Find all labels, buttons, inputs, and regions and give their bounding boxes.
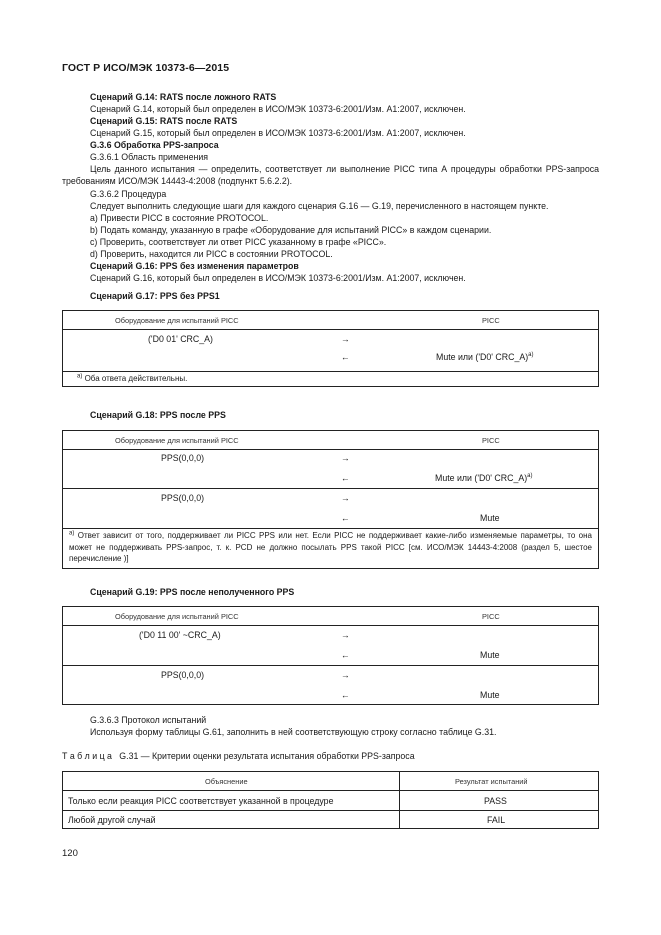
scenario-g15-title: Сценарий G.15: RATS после RATS [90, 116, 238, 126]
section-g36-title: G.3.6 Обработка PPS-запроса [90, 140, 219, 150]
table-cell-explanation: Любой другой случай [68, 815, 156, 825]
footnote-text: Ответ зависит от того, поддерживает ли PICC PPS или нет. Если PICC не поддерживает какие-либо изменяемые параметры, то она может не поддерживать PPS-запрос, т. к. PCD не должно посылать PPS такой PICC [см. ИСО/МЭК 14443-4:2008 (раздел 5, шестое перечисление )] [69, 531, 592, 563]
scenario-g19-table [62, 606, 599, 705]
table-cell-picc: Mute [480, 690, 500, 700]
table-cell-picc [436, 352, 533, 362]
table-cell-picc: Mute [480, 513, 500, 523]
document-header: ГОСТ Р ИСО/МЭК 10373-6—2015 [62, 62, 230, 74]
divider [63, 665, 598, 666]
table-footnote [77, 373, 592, 385]
scenario-g15-text: Сценарий G.15, который был определен в ИСО/МЭК 10373-6:2001/Изм. А1:2007, исключен. [90, 128, 466, 138]
header-divider [63, 790, 598, 791]
scenario-g18-title: Сценарий G.18: PPS после PPS [90, 410, 226, 420]
picc-response-text: Mute или ('D0' CRC_A) [435, 473, 528, 483]
divider [63, 528, 598, 529]
scenario-g16-text: Сценарий G.16, который был определен в ИСО/МЭК 10373-6:2001/Изм. А1:2007, исключен. [90, 273, 466, 283]
col-equipment-header: Оборудование для испытаний PICC [115, 436, 239, 445]
table-header [63, 607, 598, 626]
arrow-left-icon: ← [341, 473, 350, 483]
column-divider [399, 772, 400, 828]
procedure-step-c: c) Проверить, соответствует ли ответ PICC указанному в графе «PICC». [90, 237, 387, 247]
scenario-g14-title: Сценарий G.14: RATS после ложного RATS [90, 92, 277, 102]
page-number: 120 [62, 848, 78, 859]
arrow-left-icon: ← [341, 690, 350, 700]
table-cell-picc: Mute [480, 650, 500, 660]
scenario-g17-table [62, 310, 599, 387]
procedure-step-b: b) Подать команду, указанную в графе «Оборудование для испытаний PICC» в каждом сценарии. [90, 225, 492, 235]
arrow-right-icon: → [341, 670, 350, 680]
report-text: Используя форму таблицы G.61, заполнить в ней соответствующую строку согласно таблице G.31. [90, 727, 497, 737]
scope-paragraph-text: Цель данного испытания — определить, соответствует ли выполнение PICC типа А процедуры обработки PPS-запроса требованиям ИСО/МЭК 14443-4:2008 (подпункт 5.6.2.2). [62, 164, 599, 186]
col-picc-header: PICC [482, 316, 500, 325]
arrow-right-icon: → [341, 630, 350, 640]
col-explanation-header: Объяснение [205, 777, 248, 786]
col-equipment-header: Оборудование для испытаний PICC [115, 612, 239, 621]
footnote-mark: a) [528, 352, 534, 359]
scenario-g14-text: Сценарий G.14, который был определен в ИСО/МЭК 10373-6:2001/Изм. А1:2007, исключен. [90, 104, 466, 114]
row-divider [63, 810, 598, 811]
caption-prefix: Т а б л и ц а G.31 [62, 751, 139, 761]
footnote-mark: a) [77, 373, 83, 380]
table-header [63, 311, 598, 330]
table-cell-equipment: PPS(0,0,0) [161, 670, 205, 680]
footnote-mark: a) [69, 530, 75, 537]
arrow-right-icon: → [341, 453, 350, 463]
table-cell-result: PASS [484, 796, 507, 806]
divider [63, 371, 598, 372]
col-result-header: Результат испытаний [455, 777, 528, 786]
picc-response-text: Mute или ('D0' CRC_A) [436, 352, 529, 362]
table-cell-equipment: ('D0 11 00' ~CRC_A) [139, 630, 221, 640]
footnote-text: Оба ответа действительны. [84, 374, 188, 383]
col-picc-header: PICC [482, 612, 500, 621]
table-cell-equipment: PPS(0,0,0) [161, 493, 205, 503]
section-g362-title: G.3.6.2 Процедура [90, 189, 167, 199]
scope-paragraph [62, 164, 599, 187]
scenario-g17-title: Сценарий G.17: PPS без PPS1 [90, 291, 220, 301]
section-g363-title: G.3.6.3 Протокол испытаний [90, 715, 207, 725]
table-cell-equipment: ('D0 01' CRC_A) [148, 334, 213, 344]
col-equipment-header: Оборудование для испытаний PICC [115, 316, 239, 325]
table-cell-explanation: Только если реакция PICC соответствует указанной в процедуре [68, 796, 334, 806]
col-picc-header: PICC [482, 436, 500, 445]
arrow-right-icon: → [341, 493, 350, 503]
section-g361-title: G.3.6.1 Область применения [90, 152, 209, 162]
arrow-left-icon: ← [341, 650, 350, 660]
table-cell-picc [435, 473, 532, 483]
procedure-step-d: d) Проверить, находится ли PICC в состоянии PROTOCOL. [90, 249, 333, 259]
table-cell-result: FAIL [487, 815, 506, 825]
table-g31 [62, 771, 599, 829]
scenario-g18-table [62, 430, 599, 569]
arrow-left-icon: ← [341, 352, 350, 362]
scenario-g16-title: Сценарий G.16: PPS без изменения параметров [90, 261, 299, 271]
procedure-step-a: a) Привести PICC в состояние PROTOCOL. [90, 213, 269, 223]
table-cell-equipment: PPS(0,0,0) [161, 453, 205, 463]
footnote-mark: a) [527, 473, 533, 480]
table-header [63, 431, 598, 450]
divider [63, 488, 598, 489]
arrow-left-icon: ← [341, 513, 350, 523]
arrow-right-icon: → [341, 334, 350, 344]
procedure-intro: Следует выполнить следующие шаги для каждого сценария G.16 — G.19, перечисленного в настоящем пункте. [90, 201, 549, 211]
table-g31-caption [62, 751, 415, 762]
table-footnote [69, 530, 592, 565]
scenario-g19-title: Сценарий G.19: PPS после неполученного PPS [90, 587, 295, 597]
caption-text: — Критерии оценки результата испытания обработки PPS-запроса [138, 751, 415, 761]
